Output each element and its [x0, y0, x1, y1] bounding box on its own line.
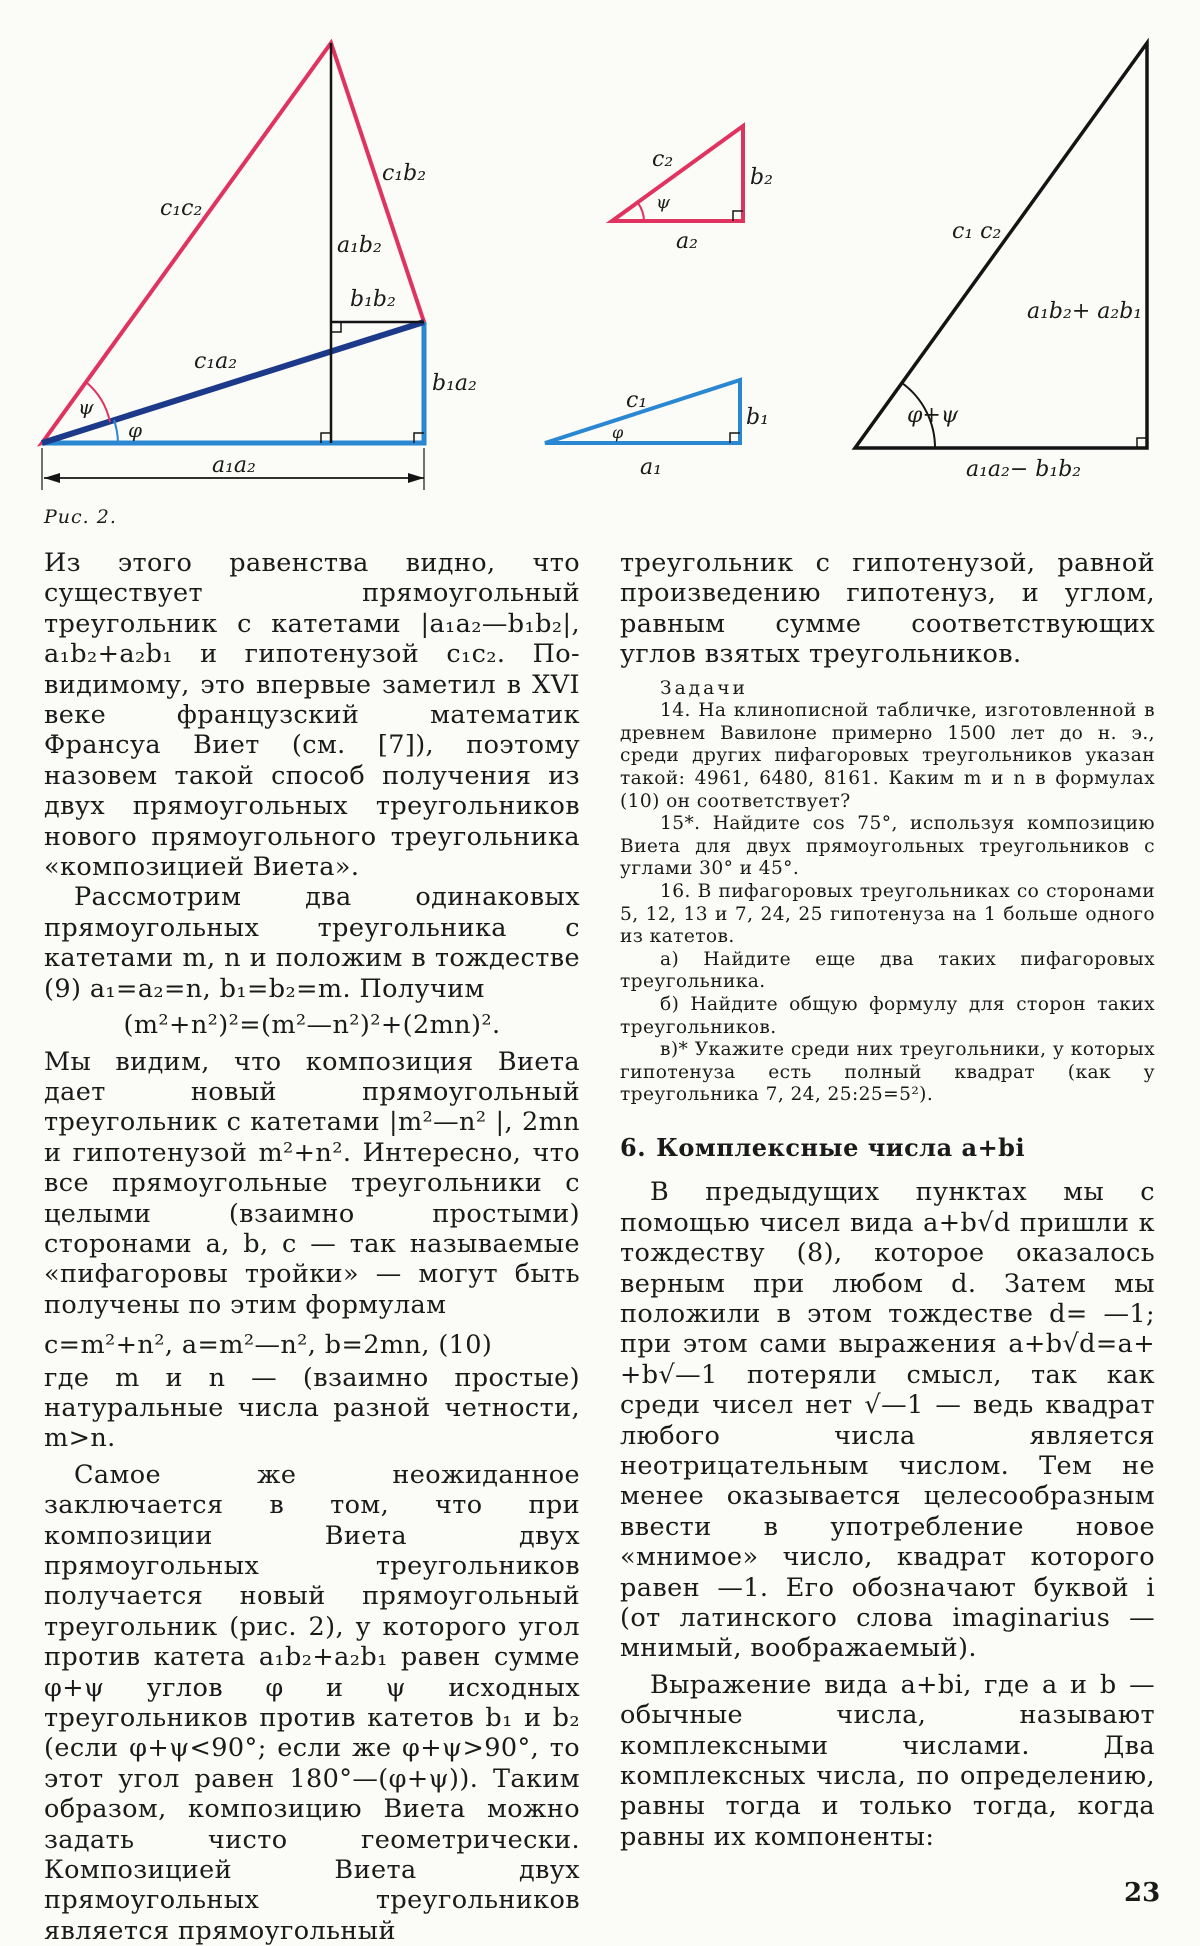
label-b1: b₁ — [746, 405, 769, 430]
task-item: а) Найдите еще два таких пифагоровых треугольника. — [620, 948, 1155, 993]
right-angle-mark — [331, 322, 341, 332]
section-title: Комплексные числа a+bi — [656, 1132, 1026, 1162]
task-item: 14. На клинописной табличке, изготовленной в древнем Вавилоне примерно 1500 лет до н. э., среди других пифагоровых треугольников указан такой: 4961, 6480, 8161. Каким m и n в формулах (10) он соответствует? — [620, 700, 1155, 812]
label-c1: c₁ — [626, 388, 648, 413]
big-triangle-diagram — [42, 43, 477, 490]
figure-caption: Рис. 2. — [44, 506, 117, 528]
label-a2: a₂ — [676, 229, 698, 254]
formula: (m²+n²)²=(m²—n²)²+(2mn)². — [123, 1010, 501, 1041]
label-c1b2: c₁b₂ — [382, 161, 427, 186]
label-phi-small: φ — [612, 423, 624, 442]
paragraph: Из этого равенства видно, что существует прямоугольный треугольник с катетами |a₁a₂—b₁b₂|, a₁b₂+a₂b₁ и гипотенузой c₁c₂. По-видимому, это впервые заметил в XVI веке французский математик Франсуа Виет (см. [7]), поэтому назовем такой способ получения из двух прямоугольных треугольников нового прямоугольного треугольника «композицией Виета». — [44, 548, 580, 883]
label-b2: b₂ — [750, 165, 773, 190]
left-column — [44, 548, 580, 1946]
section-heading — [620, 1133, 1155, 1163]
red-small-triangle — [612, 126, 773, 254]
label-angle-sum: φ+ψ — [907, 403, 959, 428]
label-b1b2: b₁b₂ — [350, 287, 396, 312]
phi-arc — [114, 420, 118, 443]
page-number: 23 — [1124, 1878, 1161, 1908]
task-item: б) Найдите общую формулу для сторон таких треугольников. — [620, 993, 1155, 1038]
label-phi: φ — [128, 418, 143, 442]
task-item: 16. В пифагоровых треугольниках со сторонами 5, 12, 13 и 7, 24, 25 гипотенуза на 1 больше одного из катетов. — [620, 880, 1155, 948]
paragraph: Самое же неожиданное заключается в том, что при композиции Виета двух прямоугольных треугольников получается новый прямоугольный треугольник (рис. 2), у которого угол против катета a₁b₂+a₂b₁ равен сумме φ+ψ углов φ и ψ исходных треугольников против катетов b₁ и b₂ (если φ+ψ<90°; если же φ+ψ>90°, то этот угол равен 180°—(φ+ψ)). Таким образом, композицию Виета можно задать чисто геометрически. Композицией Виета двух прямоугольных треугольников является прямоугольный — [44, 1459, 580, 1946]
figure-vieta-composition — [0, 0, 1200, 500]
tasks-block — [620, 678, 1155, 1107]
label-leg-sum: a₁b₂+ a₂b₁ — [1027, 299, 1143, 324]
formula-10: c=m²+n², a=m²—n², b=2mn, (10) — [44, 1330, 493, 1361]
label-c1c2-black: c₁ c₂ — [952, 219, 1002, 244]
label-c1a2: c₁a₂ — [194, 349, 238, 374]
c1a2-segment — [42, 322, 424, 443]
label-a1b2: a₁b₂ — [337, 233, 382, 258]
paragraph: где m и n — (взаимно простые) натуральные числа разной четности, m>n. — [44, 1362, 580, 1454]
task-item: 15*. Найдите cos 75°, используя композицию Виета для двух прямоугольных треугольников с углами 30° и 45°. — [620, 813, 1155, 880]
right-column — [620, 548, 1155, 1852]
label-a1: a₁ — [640, 455, 662, 480]
label-psi: ψ — [78, 395, 94, 419]
paragraph: Мы видим, что композиция Виета дает новый прямоугольный треугольник с катетами |m²—n² |, 2mn и гипотенузой m²+n². Интересно, что все прямоугольные треугольники с целыми (взаимно простыми) сторонами a, b, c — так называемые «пифагоровы тройки» — могут быть получены по этим формулам — [44, 1046, 580, 1320]
paragraph: Рассмотрим два одинаковых прямоугольных треугольника с катетами m, n и положим в тождестве (9) a₁=a₂=n, b₁=b₂=m. Получим — [44, 882, 580, 1004]
black-triangle — [855, 43, 1147, 482]
label-psi-small: ψ — [656, 192, 671, 213]
paragraph: В предыдущих пунктах мы с помощью чисел вида a+b√d пришли к тождеству (8), которое оказалось верным при любом d. Затем мы положили в этом тождестве d= —1; при этом сами выражения a+b√d=a+ +b√—1 потеряли смысл, так как среди чисел нет √—1 — ведь квадрат любого числа является неотрицательным числом. Тем не менее оказывается целесообразным ввести в употребление новое «мнимое» число, квадрат которого равен —1. Его обозначают буквой i (от латинского слова imaginarius — мнимый, воображаемый). — [620, 1177, 1155, 1664]
section-number: 6. — [620, 1132, 647, 1162]
arrowhead — [44, 473, 60, 483]
blue-small-triangle — [545, 380, 769, 480]
label-b1a2: b₁a₂ — [432, 371, 477, 396]
paragraph: Выражение вида a+bi, где a и b — обычные числа, называют комплексными числами. Два комплексных числа, по определению, равны тогда и только тогда, когда равны их компоненты: — [620, 1669, 1155, 1852]
task-item: в)* Укажите среди них треугольники, у которых гипотенуза есть полный квадрат (как у треугольника 7, 24, 25:25=5²). — [620, 1039, 1155, 1106]
label-a1a2: a₁a₂ — [212, 453, 256, 478]
label-c1c2: c₁c₂ — [160, 196, 203, 221]
label-base-diff: a₁a₂− b₁b₂ — [966, 457, 1082, 482]
tasks-heading: Задачи — [660, 677, 748, 699]
paragraph: треугольник с гипотенузой, равной произведению гипотенуз, и углом, равным сумме соответствующих углов взятых треугольников. — [620, 548, 1155, 670]
arrowhead — [408, 473, 424, 483]
label-c2: c₂ — [652, 147, 674, 172]
